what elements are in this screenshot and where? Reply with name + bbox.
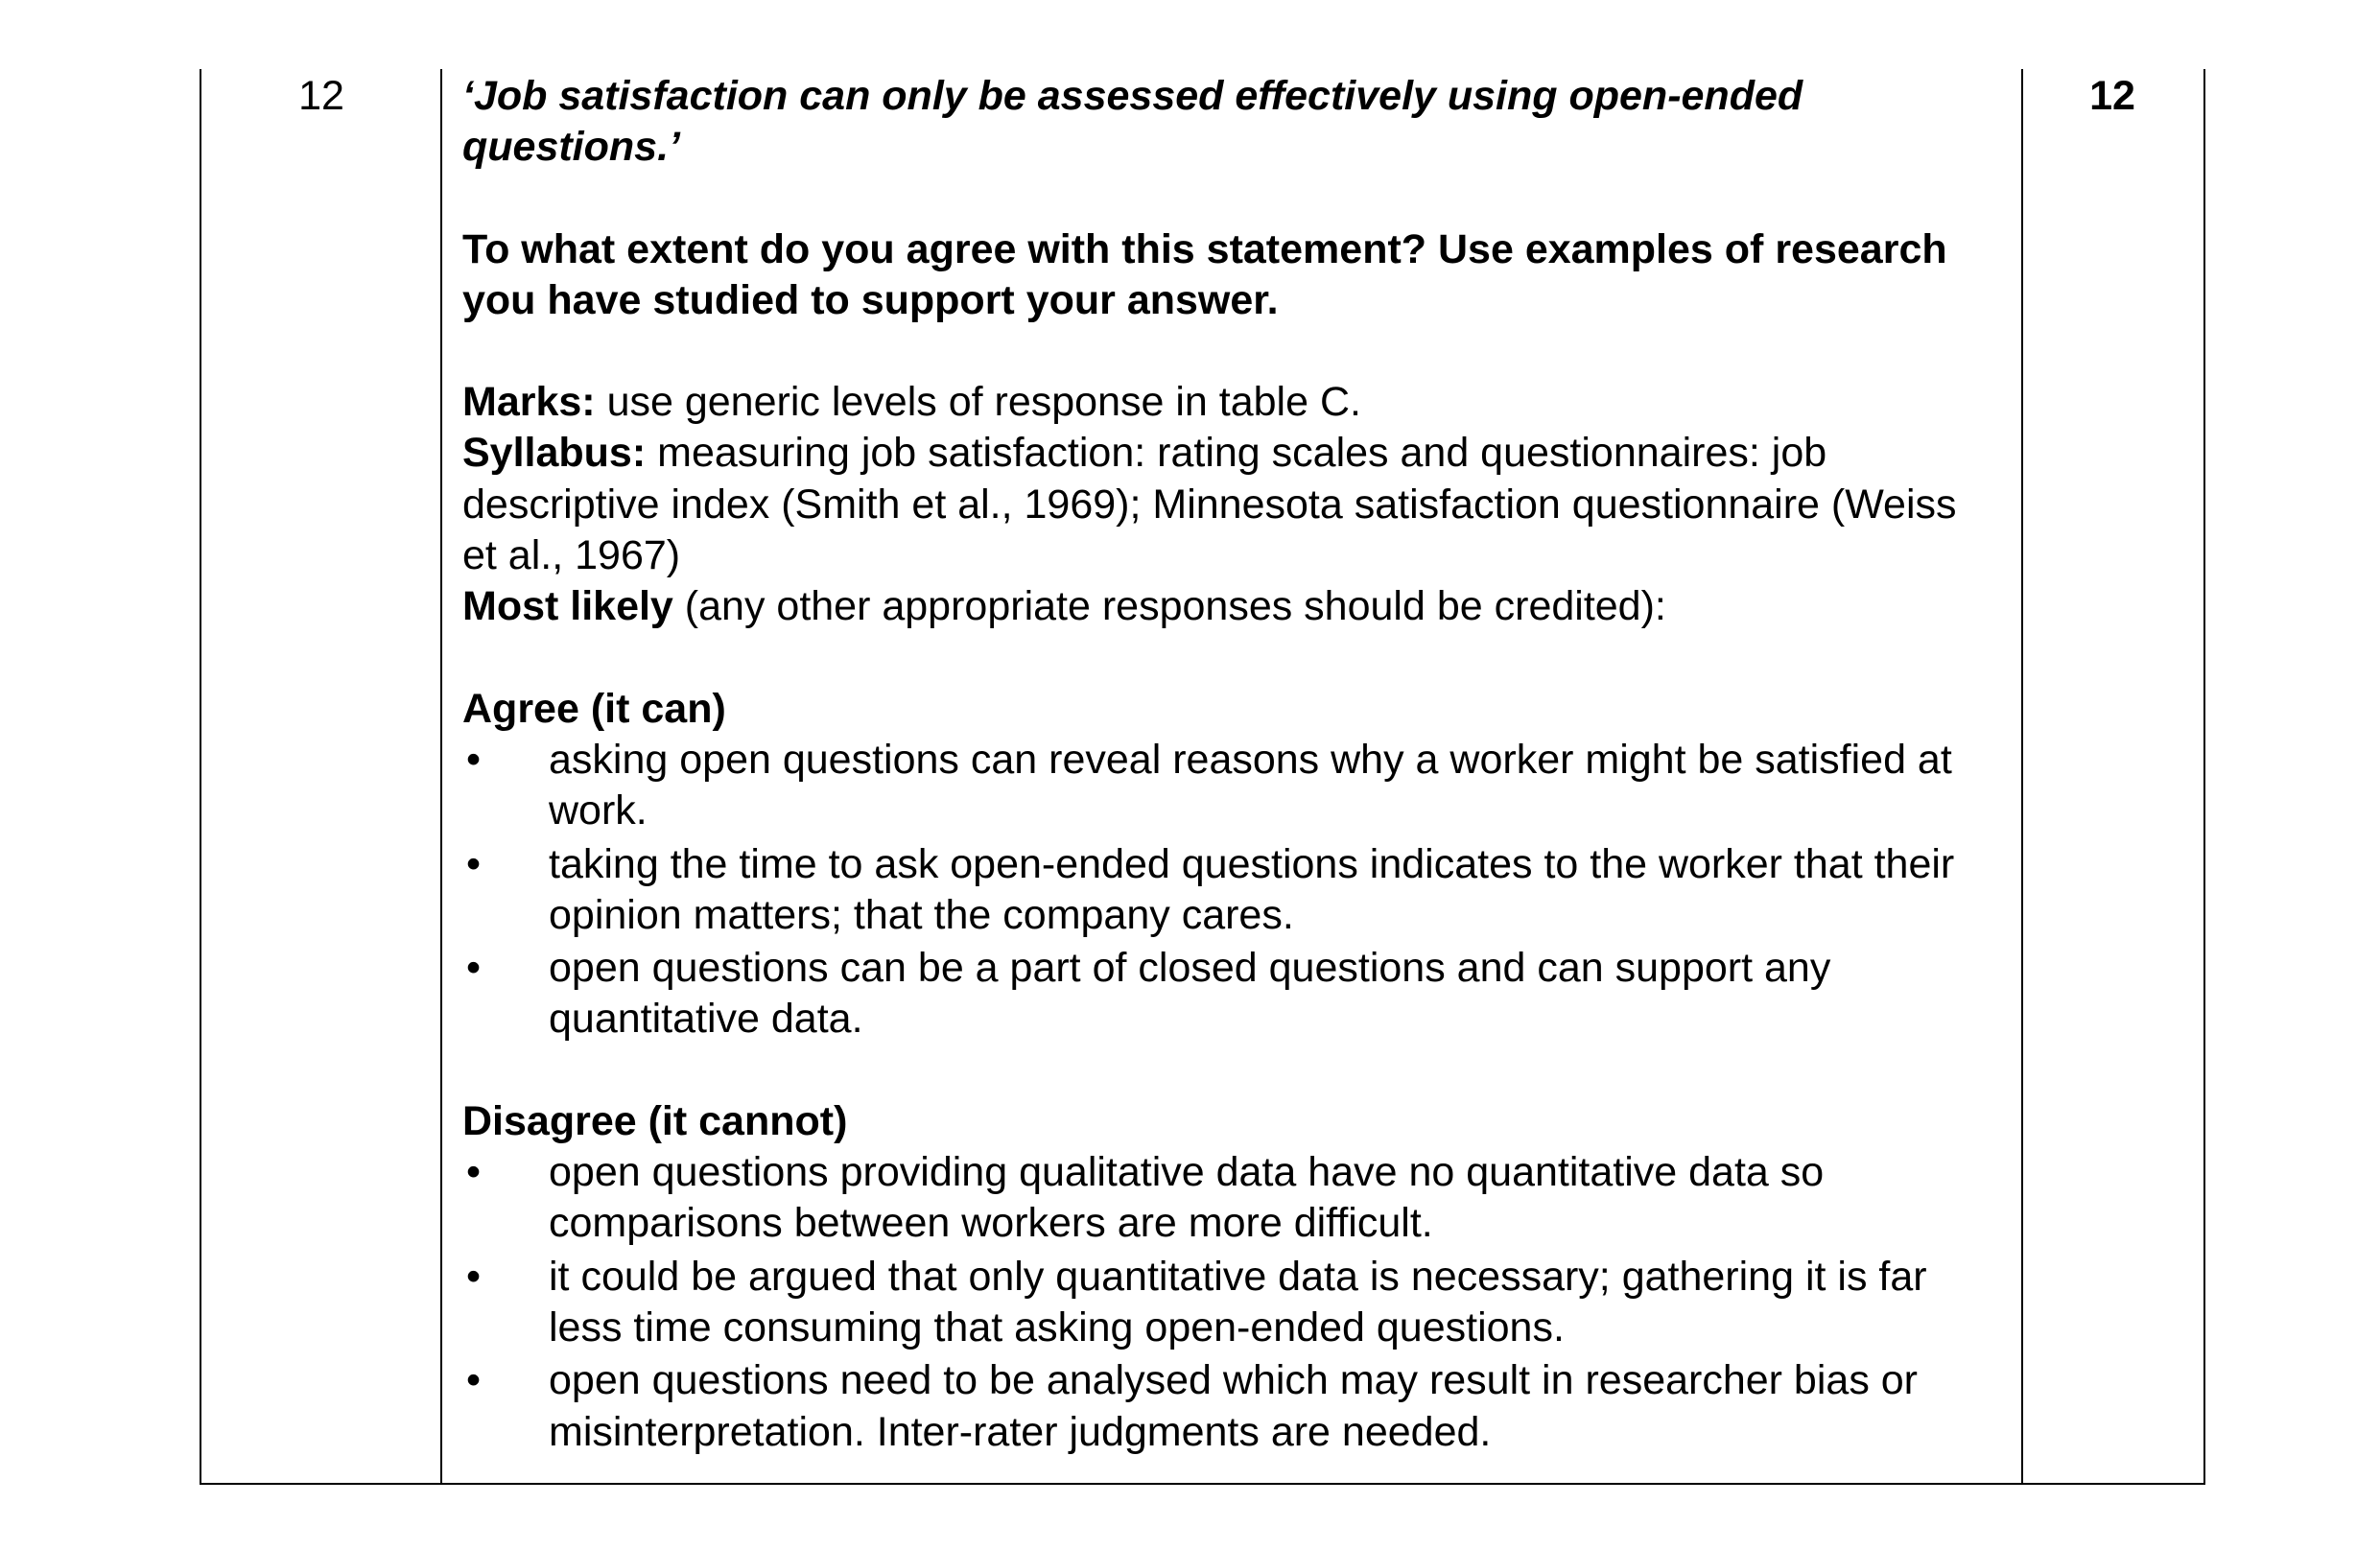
column-divider-right: [2021, 69, 2023, 1483]
marks-text: use generic levels of response in table C.: [595, 379, 1361, 426]
syllabus-text: measuring job satisfaction: rating scales and questionnaires: job descriptive index (Smith et al., 1969); Minnesota satisfaction questionnaire (Weiss et al., 1967): [462, 430, 1957, 579]
bullet-icon: •: [466, 1357, 482, 1404]
agree-point-2: taking the time to ask open-ended questions indicates to the worker that their opinion matters; that the company cares.: [549, 840, 1955, 938]
mark-scheme-table-row: [200, 69, 2205, 1485]
list-item: [462, 1355, 1988, 1458]
list-item: [462, 735, 1988, 837]
question-number: 12: [298, 73, 344, 119]
column-divider-left: [440, 69, 442, 1483]
syllabus-line: [462, 428, 1988, 581]
statement-text: ‘Job satisfaction can only be assessed effectively using open-ended questions.’: [462, 73, 1803, 171]
disagree-list: [462, 1147, 1988, 1458]
bullet-icon: •: [466, 736, 482, 783]
agree-point-3: open questions can be a part of closed questions and can support any quantitative data.: [549, 945, 1831, 1043]
list-item: [462, 839, 1988, 942]
disagree-point-3: open questions need to be analysed which may result in researcher bias or misinterpretation. Inter-rater judgments are needed.: [549, 1357, 1918, 1455]
disagree-point-1: open questions providing qualitative data have no quantitative data so comparisons between workers are more difficult.: [549, 1149, 1825, 1247]
bullet-icon: •: [466, 840, 482, 887]
guidance-cell: [462, 69, 1988, 1460]
total-marks: 12: [2089, 73, 2135, 119]
list-item: [462, 1252, 1988, 1354]
agree-list: [462, 735, 1988, 1045]
syllabus-label: Syllabus:: [462, 430, 647, 477]
list-item: [462, 943, 1988, 1045]
question-text: To what extent do you agree with this statement? Use examples of research you have studied to support your answer.: [462, 225, 1947, 323]
disagree-point-2: it could be argued that only quantitative data is necessary; gathering it is far less time consuming that asking open-ended questions.: [549, 1253, 1927, 1350]
most-likely-text: (any other appropriate responses should be credited):: [672, 583, 1666, 630]
most-likely-label: Most likely: [462, 583, 673, 630]
agree-point-1: asking open questions can reveal reasons why a worker might be satisfied at work.: [549, 736, 1952, 834]
bullet-icon: •: [466, 1149, 482, 1196]
marks-line: [462, 377, 1988, 428]
bullet-icon: •: [466, 945, 482, 992]
disagree-heading: Disagree (it cannot): [462, 1097, 848, 1144]
list-item: [462, 1147, 1988, 1250]
most-likely-line: [462, 581, 1988, 632]
marks-label: Marks:: [462, 379, 596, 426]
bullet-icon: •: [466, 1253, 482, 1300]
agree-heading: Agree (it can): [462, 685, 726, 732]
